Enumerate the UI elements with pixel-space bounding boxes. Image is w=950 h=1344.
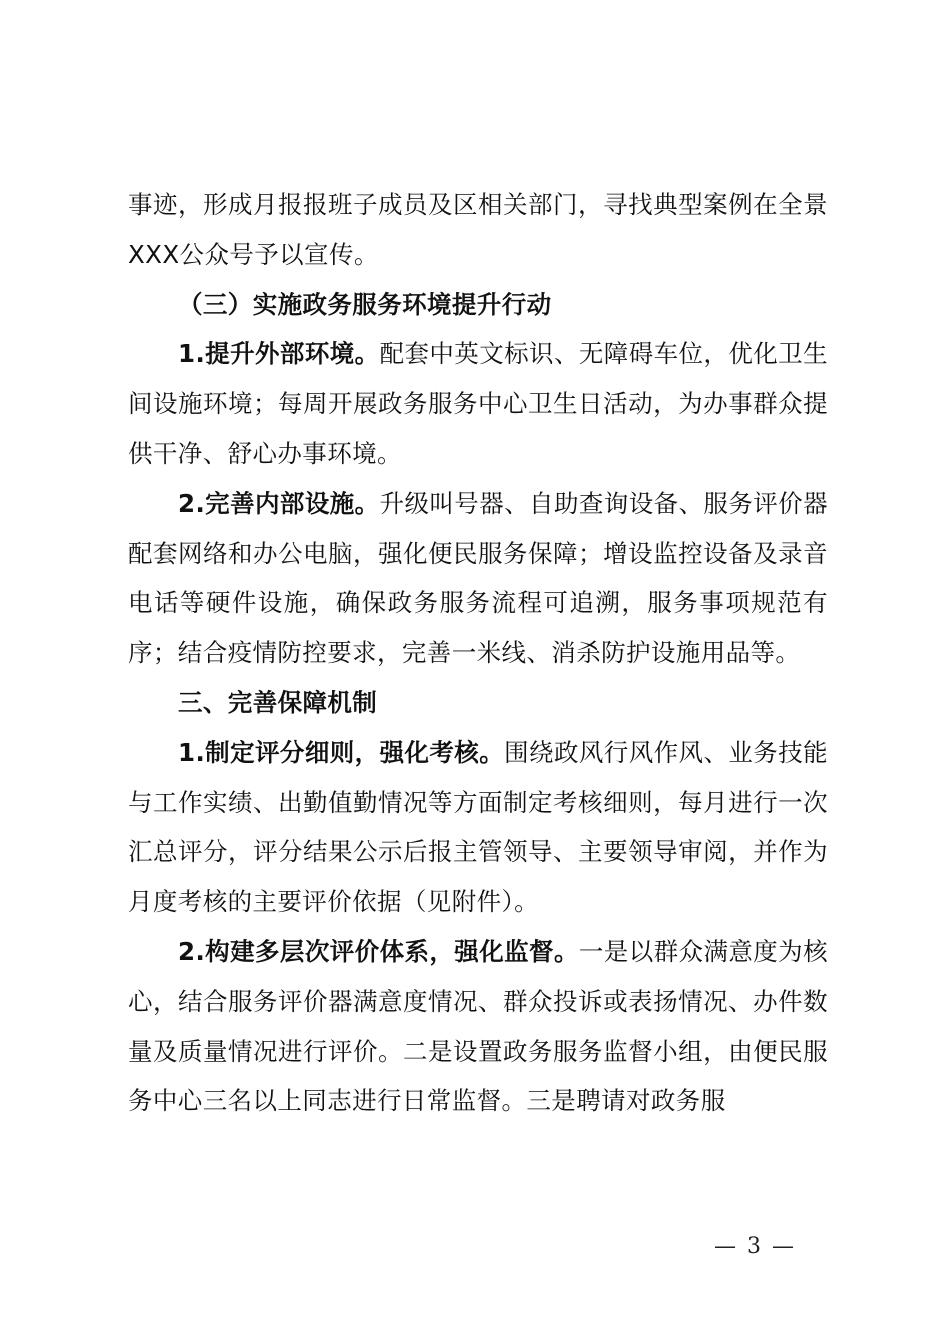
paragraph-text: 事迹，形成月报报班子成员及区相关部门，寻找典型案例在全景XXX公众号予以宣传。	[128, 190, 828, 269]
section-heading-environment	[128, 280, 828, 330]
paragraph-external-environment	[128, 329, 828, 478]
paragraph-text: 配套中英文标识、无障碍车位，优化卫生间设施环境；每周开展政务服务中心卫生日活动，为办事群众提供干净、舒心办事环境。	[128, 339, 828, 468]
paragraph-text: 一是以群众满意度为核心，结合服务评价器满意度情况、群众投诉或表扬情况、办件数量及质量情况进行评价。二是设置政务服务监督小组，由便民服务中心三名以上同志进行日常监督。三是聘请对政务服	[128, 936, 828, 1116]
paragraph-evaluation-system	[128, 927, 828, 1126]
section-heading-guarantee	[128, 678, 828, 728]
paragraph-lead: 2.构建多层次评价体系，强化监督。	[178, 936, 579, 966]
document-body	[128, 180, 828, 1126]
paragraph-text: 围绕政风行风作风、业务技能与工作实绩、出勤值勤情况等方面制定考核细则，每月进行一次汇总评分，评分结果公示后报主管领导、主要领导审阅，并作为月度考核的主要评价依据（见附件）。	[128, 737, 829, 917]
paragraph-lead: 2.完善内部设施。	[178, 488, 380, 518]
heading-text: （三）实施政务服务环境提升行动	[178, 289, 552, 319]
page-number: — 3 —	[714, 1234, 796, 1259]
paragraph-lead: 1.提升外部环境。	[178, 339, 380, 369]
paragraph-text: 升级叫号器、自助查询设备、服务评价器配套网络和办公电脑，强化便民服务保障；增设监控设备及录音电话等硬件设施，确保政务服务流程可追溯，服务事项规范有序；结合疫情防控要求，完善一米线、消杀防护设施用品等。	[128, 488, 828, 668]
paragraph-scoring-rules	[128, 728, 828, 927]
heading-text: 三、完善保障机制	[178, 687, 378, 717]
paragraph-lead: 1.制定评分细则，强化考核。	[178, 737, 505, 767]
paragraph-continuation	[128, 180, 828, 280]
paragraph-internal-facilities	[128, 479, 828, 678]
